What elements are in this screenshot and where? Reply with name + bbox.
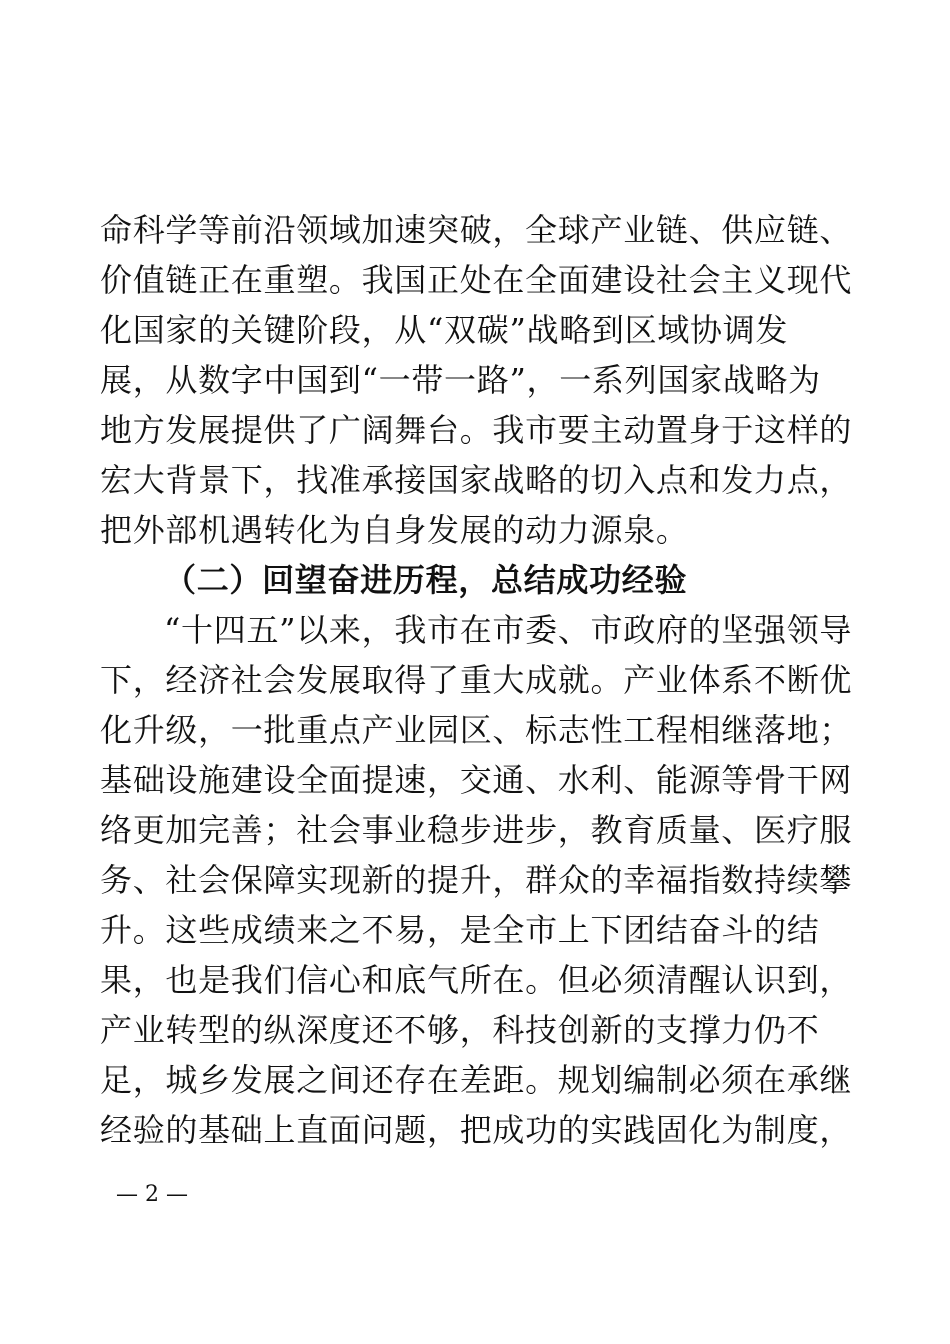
text-line: 地方发展提供了广阔舞台。我市要主动置身于这样的 bbox=[100, 411, 853, 449]
text-line: 化升级，一批重点产业园区、标志性工程相继落地； bbox=[100, 711, 853, 749]
text-line: 宏大背景下，找准承接国家战略的切入点和发力点， bbox=[100, 461, 853, 499]
body-text bbox=[100, 205, 860, 1155]
page-number: — 2 — bbox=[116, 1182, 188, 1207]
text-line: 足，城乡发展之间还存在差距。规划编制必须在承继 bbox=[100, 1061, 853, 1099]
text-line: 经验的基础上直面问题，把成功的实践固化为制度， bbox=[100, 1111, 853, 1149]
text-line: 产业转型的纵深度还不够，科技创新的支撑力仍不 bbox=[100, 1011, 820, 1049]
text-line: “十四五”以来，我市在市委、市政府的坚强领导 bbox=[164, 611, 853, 649]
text-line: 命科学等前沿领域加速突破，全球产业链、供应链、 bbox=[100, 211, 853, 249]
text-line: 下，经济社会发展取得了重大成就。产业体系不断优 bbox=[100, 661, 853, 699]
text-line: 络更加完善；社会事业稳步进步，教育质量、医疗服 bbox=[100, 811, 853, 849]
text-line: 把外部机遇转化为自身发展的动力源泉。 bbox=[100, 511, 689, 549]
text-line: 果，也是我们信心和底气所在。但必须清醒认识到， bbox=[100, 961, 853, 999]
text-line: 化国家的关键阶段，从“双碳”战略到区域协调发 bbox=[100, 311, 789, 349]
text-line: 价值链正在重塑。我国正处在全面建设社会主义现代 bbox=[100, 261, 853, 299]
text-line: 升。这些成绩来之不易，是全市上下团结奋斗的结 bbox=[100, 911, 820, 949]
text-line: 展，从数字中国到“一带一路”，一系列国家战略为 bbox=[100, 361, 821, 399]
section-heading: （二）回望奋进历程，总结成功经验 bbox=[164, 561, 688, 599]
text-line: 务、社会保障实现新的提升，群众的幸福指数持续攀 bbox=[100, 861, 853, 899]
text-line: 基础设施建设全面提速，交通、水利、能源等骨干网 bbox=[100, 761, 853, 799]
